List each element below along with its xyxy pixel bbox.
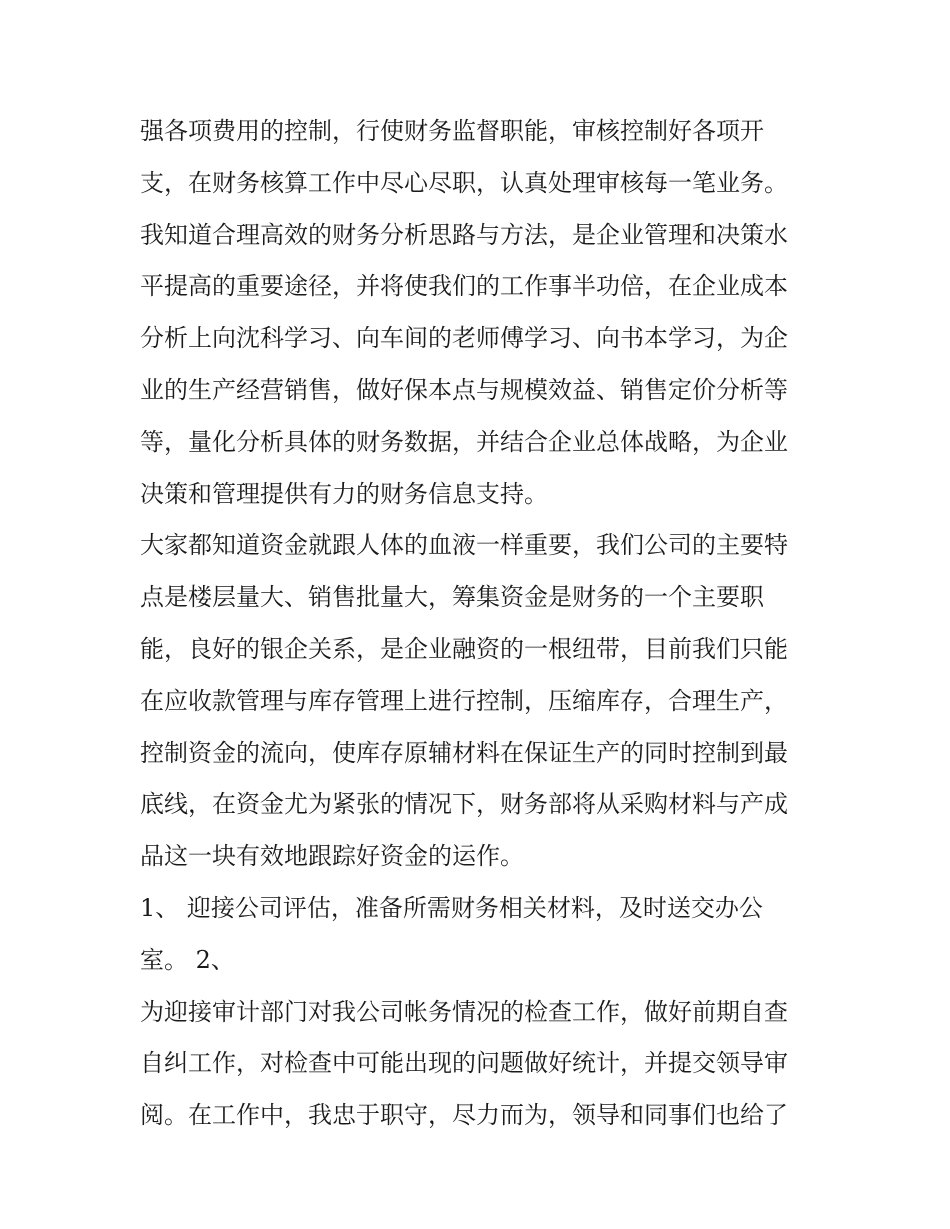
text-line: 平提高的重要途径，并将使我们的工作事半功倍，在企业成本 bbox=[140, 272, 788, 301]
text-line: 自纠工作，对检查中可能出现的问题做好统计，并提交领导审 bbox=[140, 1049, 788, 1078]
text-line: 为迎接审计部门对我公司帐务情况的检查工作，做好前期自查 bbox=[140, 997, 788, 1026]
text-line: 品这一块有效地跟踪好资金的运作。 bbox=[140, 842, 524, 871]
text-line: 能，良好的银企关系，是企业融资的一根纽带，目前我们只能 bbox=[140, 634, 788, 663]
text-line: 在应收款管理与库存管理上进行控制，压缩库存，合理生产， bbox=[140, 686, 788, 715]
text-line: 点是楼层量大、销售批量大，筹集资金是财务的一个主要职 bbox=[140, 583, 764, 612]
text-line: 业的生产经营销售，做好保本点与规模效益、销售定价分析等 bbox=[140, 375, 788, 404]
list-item-text: 1、 迎接公司评估，准备所需财务相关材料，及时送交办公 bbox=[140, 893, 763, 922]
text-line: 阅。在工作中，我忠于职守，尽力而为，领导和同事们也给了 bbox=[140, 1101, 788, 1130]
list-item-text: 室。 2、 bbox=[140, 945, 235, 974]
text-line: 分析上向沈科学习、向车间的老师傅学习、向书本学习，为企 bbox=[140, 324, 788, 353]
text-line: 强各项费用的控制，行使财务监督职能，审核控制好各项开 bbox=[140, 117, 764, 145]
text-line: 控制资金的流向，使库存原辅材料在保证生产的同时控制到最 bbox=[140, 738, 788, 767]
text-line: 支，在财务核算工作中尽心尽职，认真处理审核每一笔业务。 bbox=[140, 168, 788, 197]
text-line: 我知道合理高效的财务分析思路与方法，是企业管理和决策水 bbox=[140, 220, 788, 249]
text-line: 决策和管理提供有力的财务信息支持。 bbox=[140, 479, 548, 508]
text-line: 底线，在资金尤为紧张的情况下，财务部将从采购材料与产成 bbox=[140, 790, 788, 819]
text-line: 等，量化分析具体的财务数据，并结合企业总体战略，为企业 bbox=[140, 427, 788, 456]
text-line: 大家都知道资金就跟人体的血液一样重要，我们公司的主要特 bbox=[140, 531, 788, 560]
document-body bbox=[140, 106, 820, 1142]
